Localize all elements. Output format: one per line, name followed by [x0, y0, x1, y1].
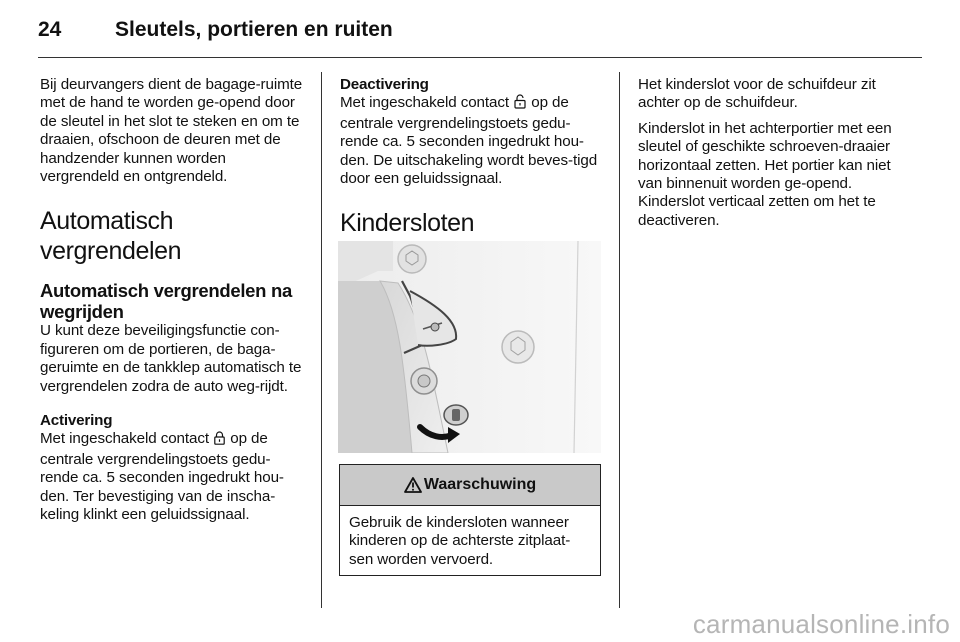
sliding-door-paragraph: Het kinderslot voor de schuifdeur zit achter op de schuifdeur.	[638, 76, 876, 112]
page-number: 24	[38, 18, 62, 41]
column-divider	[619, 72, 620, 608]
lock-open-icon	[514, 94, 526, 114]
warning-title: Waarschuwing	[423, 476, 537, 493]
column-middle	[340, 76, 602, 252]
column-right	[638, 76, 908, 230]
page-header	[38, 14, 922, 44]
running-title: Sleutels, portieren en ruiten	[115, 18, 393, 41]
warning-box	[339, 464, 601, 576]
lock-closed-icon	[214, 431, 225, 450]
column-divider	[321, 72, 322, 608]
section-heading-automatic-locking: Automatisch vergrendelen	[40, 207, 182, 266]
warning-header	[340, 465, 600, 506]
warning-triangle-icon	[404, 477, 422, 493]
activation-paragraph: Met ingeschakeld contact op de centrale vergrendelingstoets gedu-rende ca. 5 seconden ingedrukt hou-den. Ter bevestiging van de inscha-keling klinkt een geluidssignaal.	[40, 430, 284, 524]
watermark: carmanualsonline.info	[692, 609, 950, 639]
intro-paragraph: Bij deurvangers dient de bagage-ruimte met de hand te worden ge-opend door de sleutel in het slot te steken en om te draaien, ofschoon de deuren met de handzender kunnen worden vergrendeld en ontgrendeld.	[40, 76, 303, 186]
deactivation-heading: Deactivering	[340, 76, 429, 93]
child-lock-illustration	[338, 241, 601, 453]
rear-door-paragraph: Kinderslot in het achterportier met een sleutel of geschikte schroeven-draaier horizontaal zetten. Het portier kan niet van binnenuit worden ge-opend. Kinderslot verticaal zetten om het te deactiveren.	[638, 119, 892, 229]
warning-text: Gebruik de kindersloten wanneer kinderen op de achterste zitplaat-sen worden vervoerd.	[349, 514, 571, 568]
activation-heading: Activering	[40, 412, 113, 430]
auto-lock-paragraph: U kunt deze beveiligingsfunctie con-figureren om de portieren, de baga-geruimte en de tankklep automatisch te vergrendelen zodra de auto weg-rijdt.	[40, 322, 302, 395]
deactivation-paragraph: Met ingeschakeld contact op de centrale vergrendelingstoets gedu-rende ca. 5 seconden ingedrukt hou-den. De uitschakeling wordt beves-tigd door een geluidssignaal.	[340, 94, 598, 188]
column-left	[40, 76, 305, 525]
subsection-heading-auto-lock-driving: Automatisch vergrendelen na wegrijden	[40, 280, 292, 323]
warning-body	[340, 506, 600, 569]
header-rule	[38, 57, 922, 58]
section-heading-child-locks: Kindersloten	[340, 209, 475, 238]
